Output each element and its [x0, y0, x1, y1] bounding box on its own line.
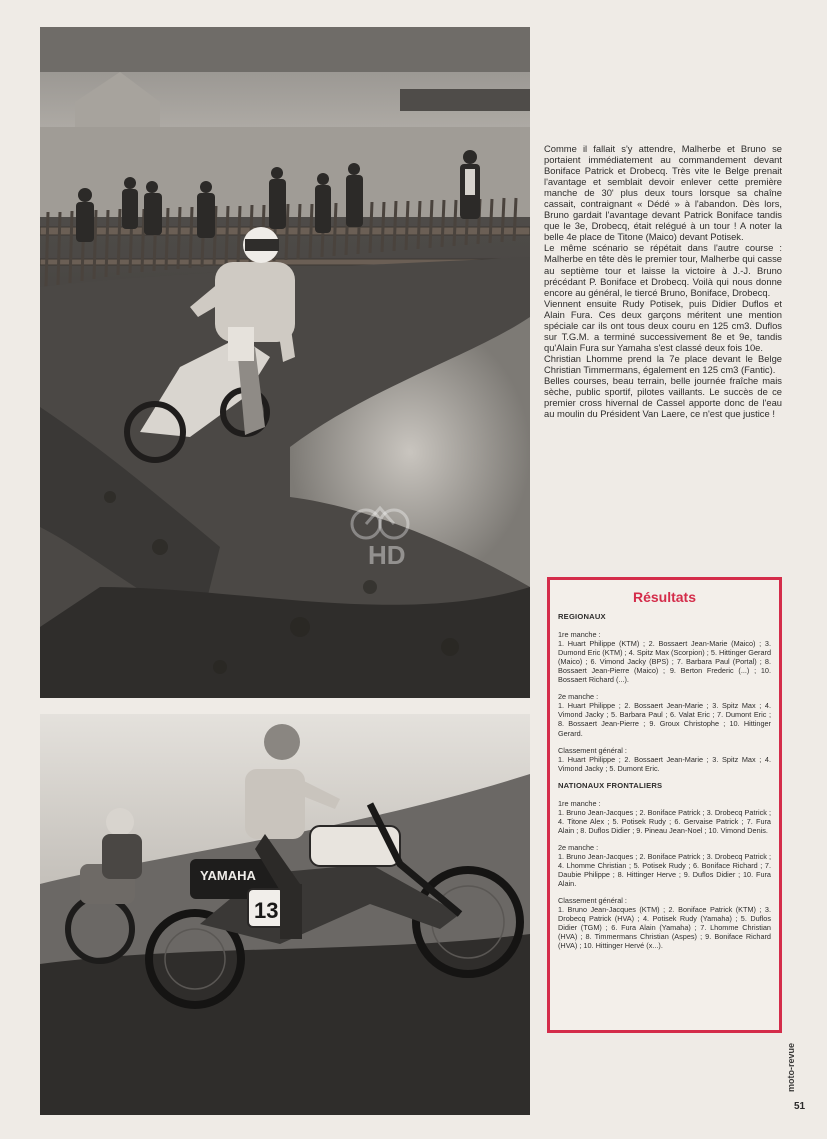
results-box [547, 577, 782, 1033]
results-heat-text: 1. Bruno Jean-Jacques (KTM) ; 2. Boniface Patrick (KTM) ; 3. Drobecq Patrick (HVA) ; 4. Potisek Rudy (Yamaha) ; 5. Duflos Didier (TGM) ; 6. Fura Alain (Yamaha) ; 7. Lhomme Christian (HVA) ; 8. Timmermans Christian (Aspes) ; 9. Boniface Richard (HVA) ; 10. Hittinger Hervé (x...). [558, 905, 771, 951]
article-paragraph: Christian Lhomme prend la 7e place devant le Belge Christian Timmermans, également en 125 cm3 (Fantic). [544, 352, 782, 375]
results-heat-title: 1re manche : [558, 798, 601, 808]
results-heat-title: 2e manche : [558, 692, 599, 702]
article-paragraph: Comme il fallait s'y attendre, Malherbe et Bruno se portaient immédiatement au commandement devant Boniface Patrick et Drobecq. Très vite le Belge prenait l'avantage et semblait devoir enlever cette première manche de 30' plus deux tours lorsque sa chaîne cassait, contraignant « Dédé » à l'abandon. Dès lors, Bruno gardait l'avantage devant Patrick Boniface tandis que le 3e, Drobecq, était relégué à un tour ! A noter la belle 4e place de Titone (Maico) devant Potisek. [544, 143, 782, 243]
photo-yamaha-riders [40, 714, 530, 1115]
race-number-plate: 13 [254, 898, 279, 923]
photo-yamaha-riders-image [40, 714, 530, 1115]
results-title: Résultats [632, 589, 697, 605]
results-category-nationaux: NATIONAUX FRONTALIERS [558, 780, 663, 790]
results-heat-text: 1. Huart Philippe ; 2. Bossaert Jean-Marie ; 3. Spitz Max ; 4. Vimond Jacky ; 5. Dumont Eric. [558, 754, 771, 773]
page-number: 51 [794, 1101, 806, 1112]
results-heat [558, 799, 771, 835]
results-heat [558, 843, 771, 888]
results-heat-text: 1. Bruno Jean-Jacques ; 2. Boniface Patrick ; 3. Drobecq Patrick ; 4. Titone Alex ; 5. Potisek Rudy ; 6. Gervaise Patrick ; 7. Fura Alain ; 8. Duflos Didier ; 9. Pineau Jean-Noel ; 10. Vimond Denis. [558, 807, 771, 835]
results-heat-title: Classement général : [558, 896, 627, 906]
photo-motocross-bend [40, 27, 530, 698]
results-heat-text: 1. Huart Philippe (KTM) ; 2. Bossaert Jean-Marie (Maico) ; 3. Dumond Eric (KTM) ; 4. Spitz Max (Scorpion) ; 5. Hittinger Gerard (Maico) ; 6. Vimond Jacky (BPS) ; 7. Barbara Paul (Portal) ; 8. Bossaert Jean-Pierre (Maico) ; 9. Berton Frederic (...) ; 10. Bossaert Richard (...). [558, 639, 771, 685]
results-heat-text: 1. Huart Philippe ; 2. Bossaert Jean-Marie ; 3. Spitz Max ; 4. Vimond Jacky ; 5. Barbara Paul ; 6. Valat Eric ; 7. Dumont Eric ; 8. Bossaert Jean-Pierre ; 9. Groux Christophe ; 10. Hittinger Gerard. [558, 701, 771, 738]
results-category-regionaux: REGIONAUX [558, 612, 606, 621]
results-heat-title: 2e manche : [558, 842, 599, 852]
article-paragraph: Belles courses, beau terrain, belle journée fraîche mais sèche, public sportif, pilotes vaillants. Le succès de ce premier cross hivernal de Cassel apporte donc de l'eau au moulin du Président Van Laere, ce n'est que justice ! [544, 374, 782, 420]
results-heat-title: Classement général : [558, 745, 627, 755]
photo-motocross-bend-image [40, 27, 530, 698]
article-paragraph: Le même scénario se répétait dans l'autre course : Malherbe en tête dès le premier tour, Malherbe qui casse au septième tour et laisse la victoire à J.-J. Bruno précédant P. Boniface et Drobecq. Voilà qui nous donne encore au général, le tiercé Bruno, Boniface, Drobecq. [544, 242, 782, 298]
results-heat [558, 630, 771, 684]
results-heat [558, 746, 771, 773]
article-paragraph: Viennent ensuite Rudy Potisek, puis Didier Duflos et Alain Fura. Ces deux garçons méritent une mention spéciale car ils ont tous deux couru en 125 cm3. Duflos sur T.G.M. a terminé successivement 8e et 9e, tandis qu'Alain Fura sur Yamaha s'est classé deux fois 10e. [544, 297, 782, 353]
results-heat-text: 1. Bruno Jean-Jacques ; 2. Boniface Patrick ; 3. Drobecq Patrick ; 4. Lhomme Christian ; 5. Potisek Rudy ; 6. Boniface Richard ; 7. Daubie Philippe ; 8. Hittinger Herve ; 9. Duflos Didier ; 10. Fura Alain. [558, 851, 771, 889]
results-heat [558, 692, 771, 737]
magazine-name: moto-revue [786, 1042, 796, 1092]
watermark-text: HD [368, 540, 406, 570]
article-body [544, 143, 782, 419]
yamaha-tank-lettering: YAMAHA [200, 868, 256, 883]
results-heat-title: 1re manche : [558, 630, 601, 640]
results-heat [558, 896, 771, 950]
